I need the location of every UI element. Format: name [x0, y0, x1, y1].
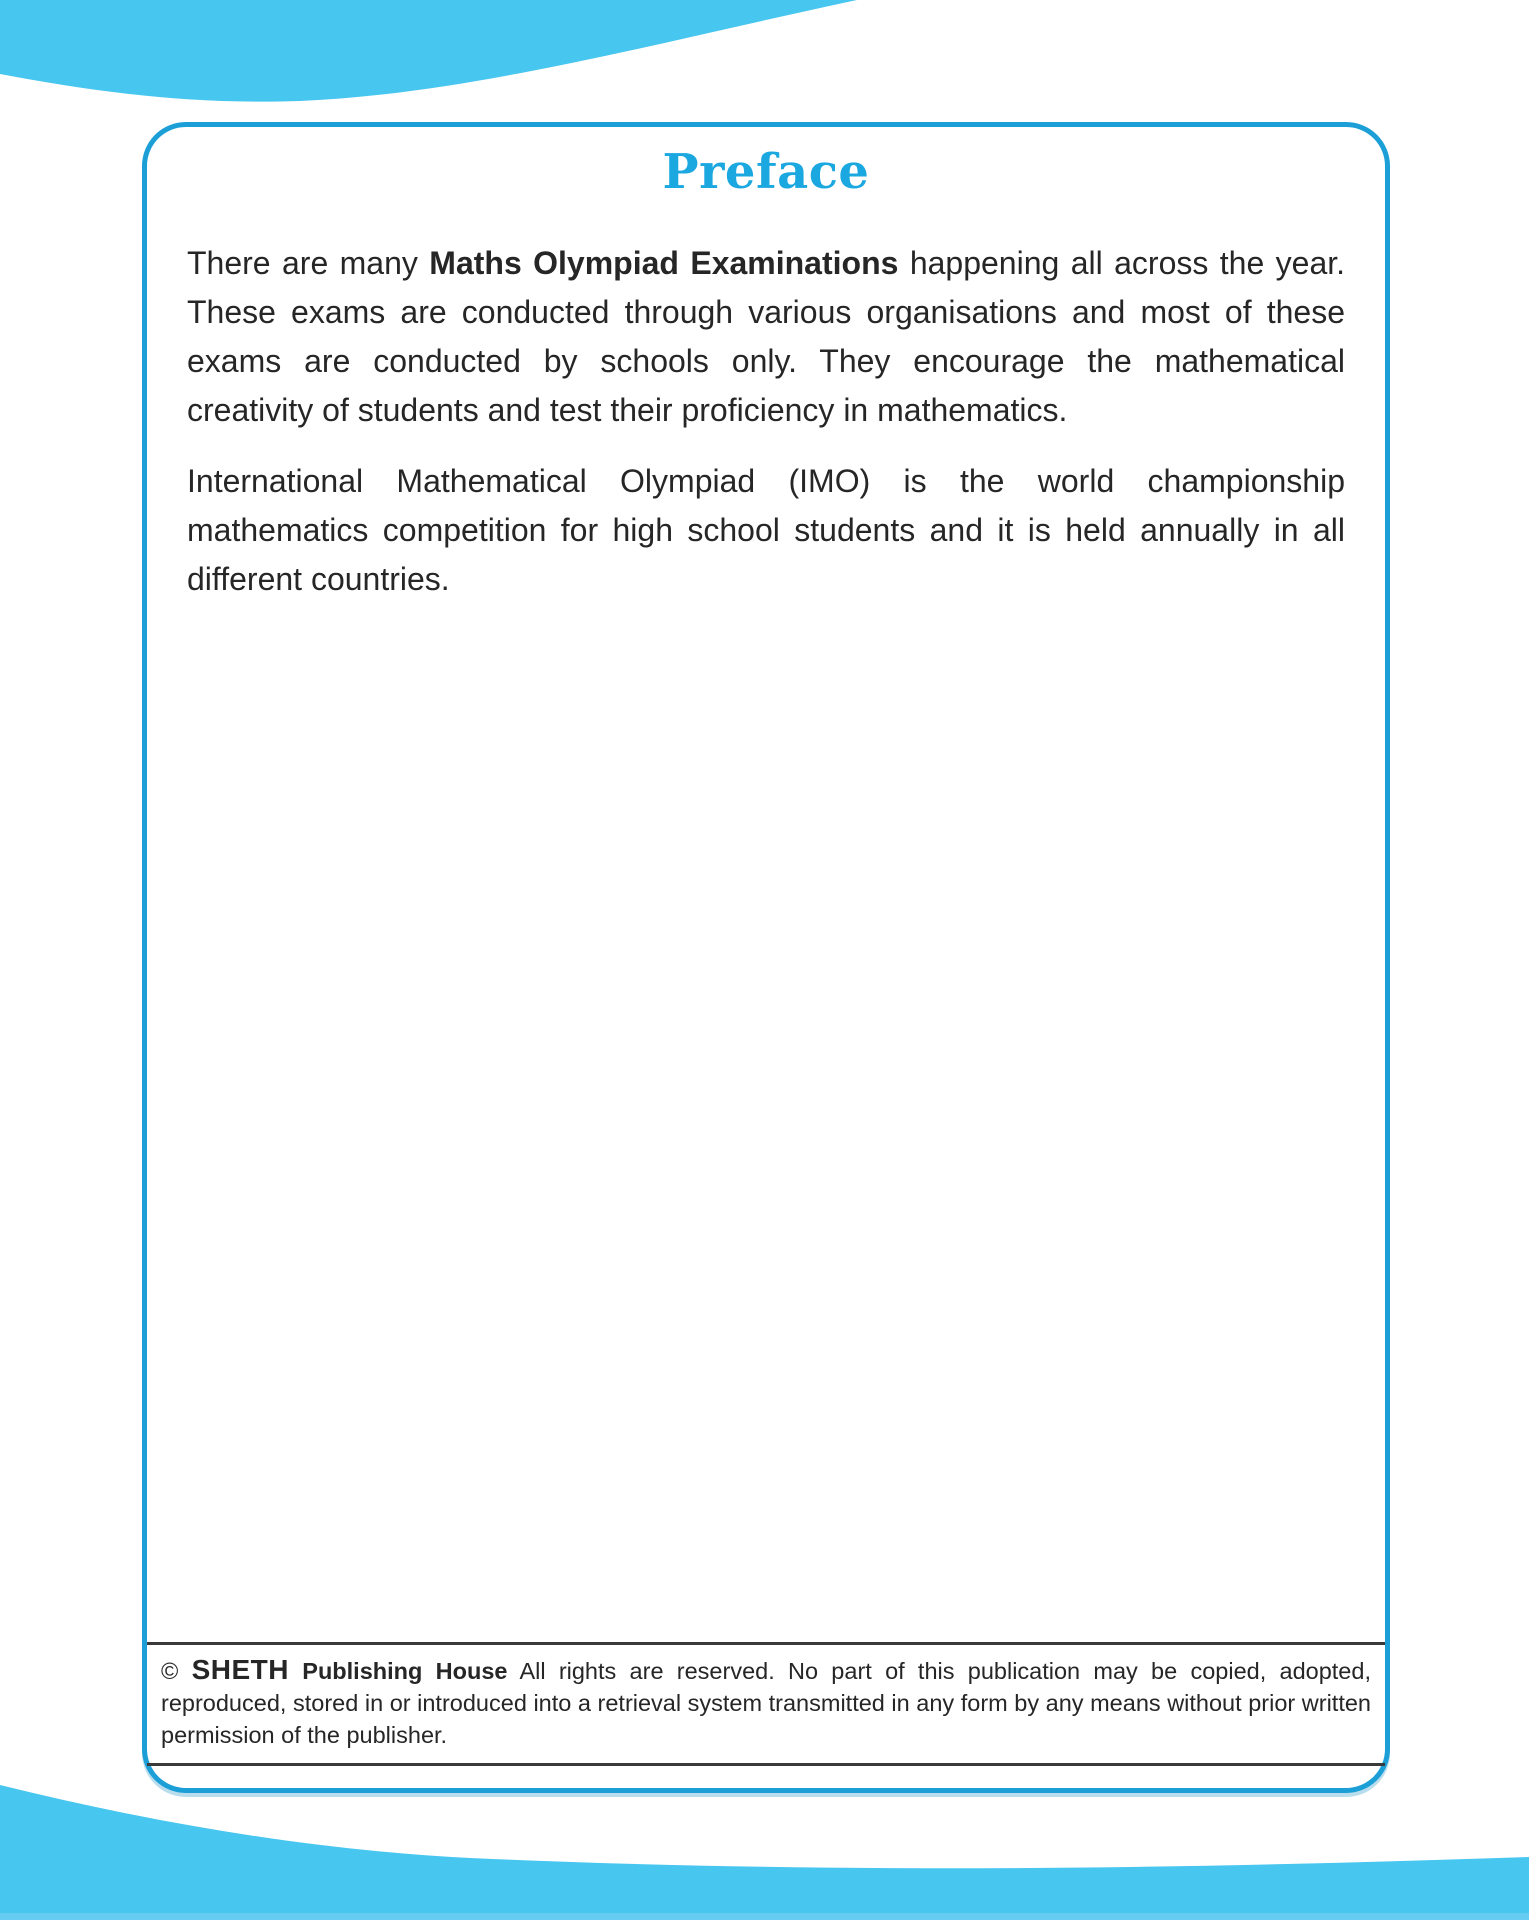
paragraph-1-suffix: happening all across the year. These exams are conducted through various organisations and most of these exams are conducted by schools only. They encourage the mathematical creativity of students and test their proficiency in mathematics. — [187, 245, 1346, 428]
preface-content — [147, 127, 1385, 604]
publisher-name: SHETH — [191, 1654, 289, 1685]
preface-paragraph-1 — [187, 239, 1345, 435]
bottom-swoosh-decoration — [0, 1780, 1529, 1920]
preface-card — [142, 122, 1390, 1793]
publisher-suffix: Publishing House — [302, 1658, 508, 1684]
paragraph-1-bold-phrase: Maths Olympiad Examinations — [429, 245, 899, 281]
preface-paragraph-2: International Mathematical Olympiad (IMO) is the world championship mathematics competition for high school students and it is held annually in all different countries. — [187, 463, 1345, 597]
copyright-section — [147, 1642, 1385, 1766]
copyright-symbol: © — [161, 1658, 179, 1684]
top-swoosh-decoration — [0, 0, 1529, 132]
bottom-edge-strip — [0, 1913, 1529, 1920]
paragraph-1-prefix: There are many — [187, 245, 430, 281]
page-title: Preface — [662, 144, 870, 200]
copyright-text — [161, 1654, 1371, 1751]
rights-statement: All rights are reserved. No part of this publication may be copied, adopted, reproduced, stored in or introduced into a retrieval system transmitted in any form by any means without prior written permission of the publisher. — [161, 1658, 1371, 1748]
